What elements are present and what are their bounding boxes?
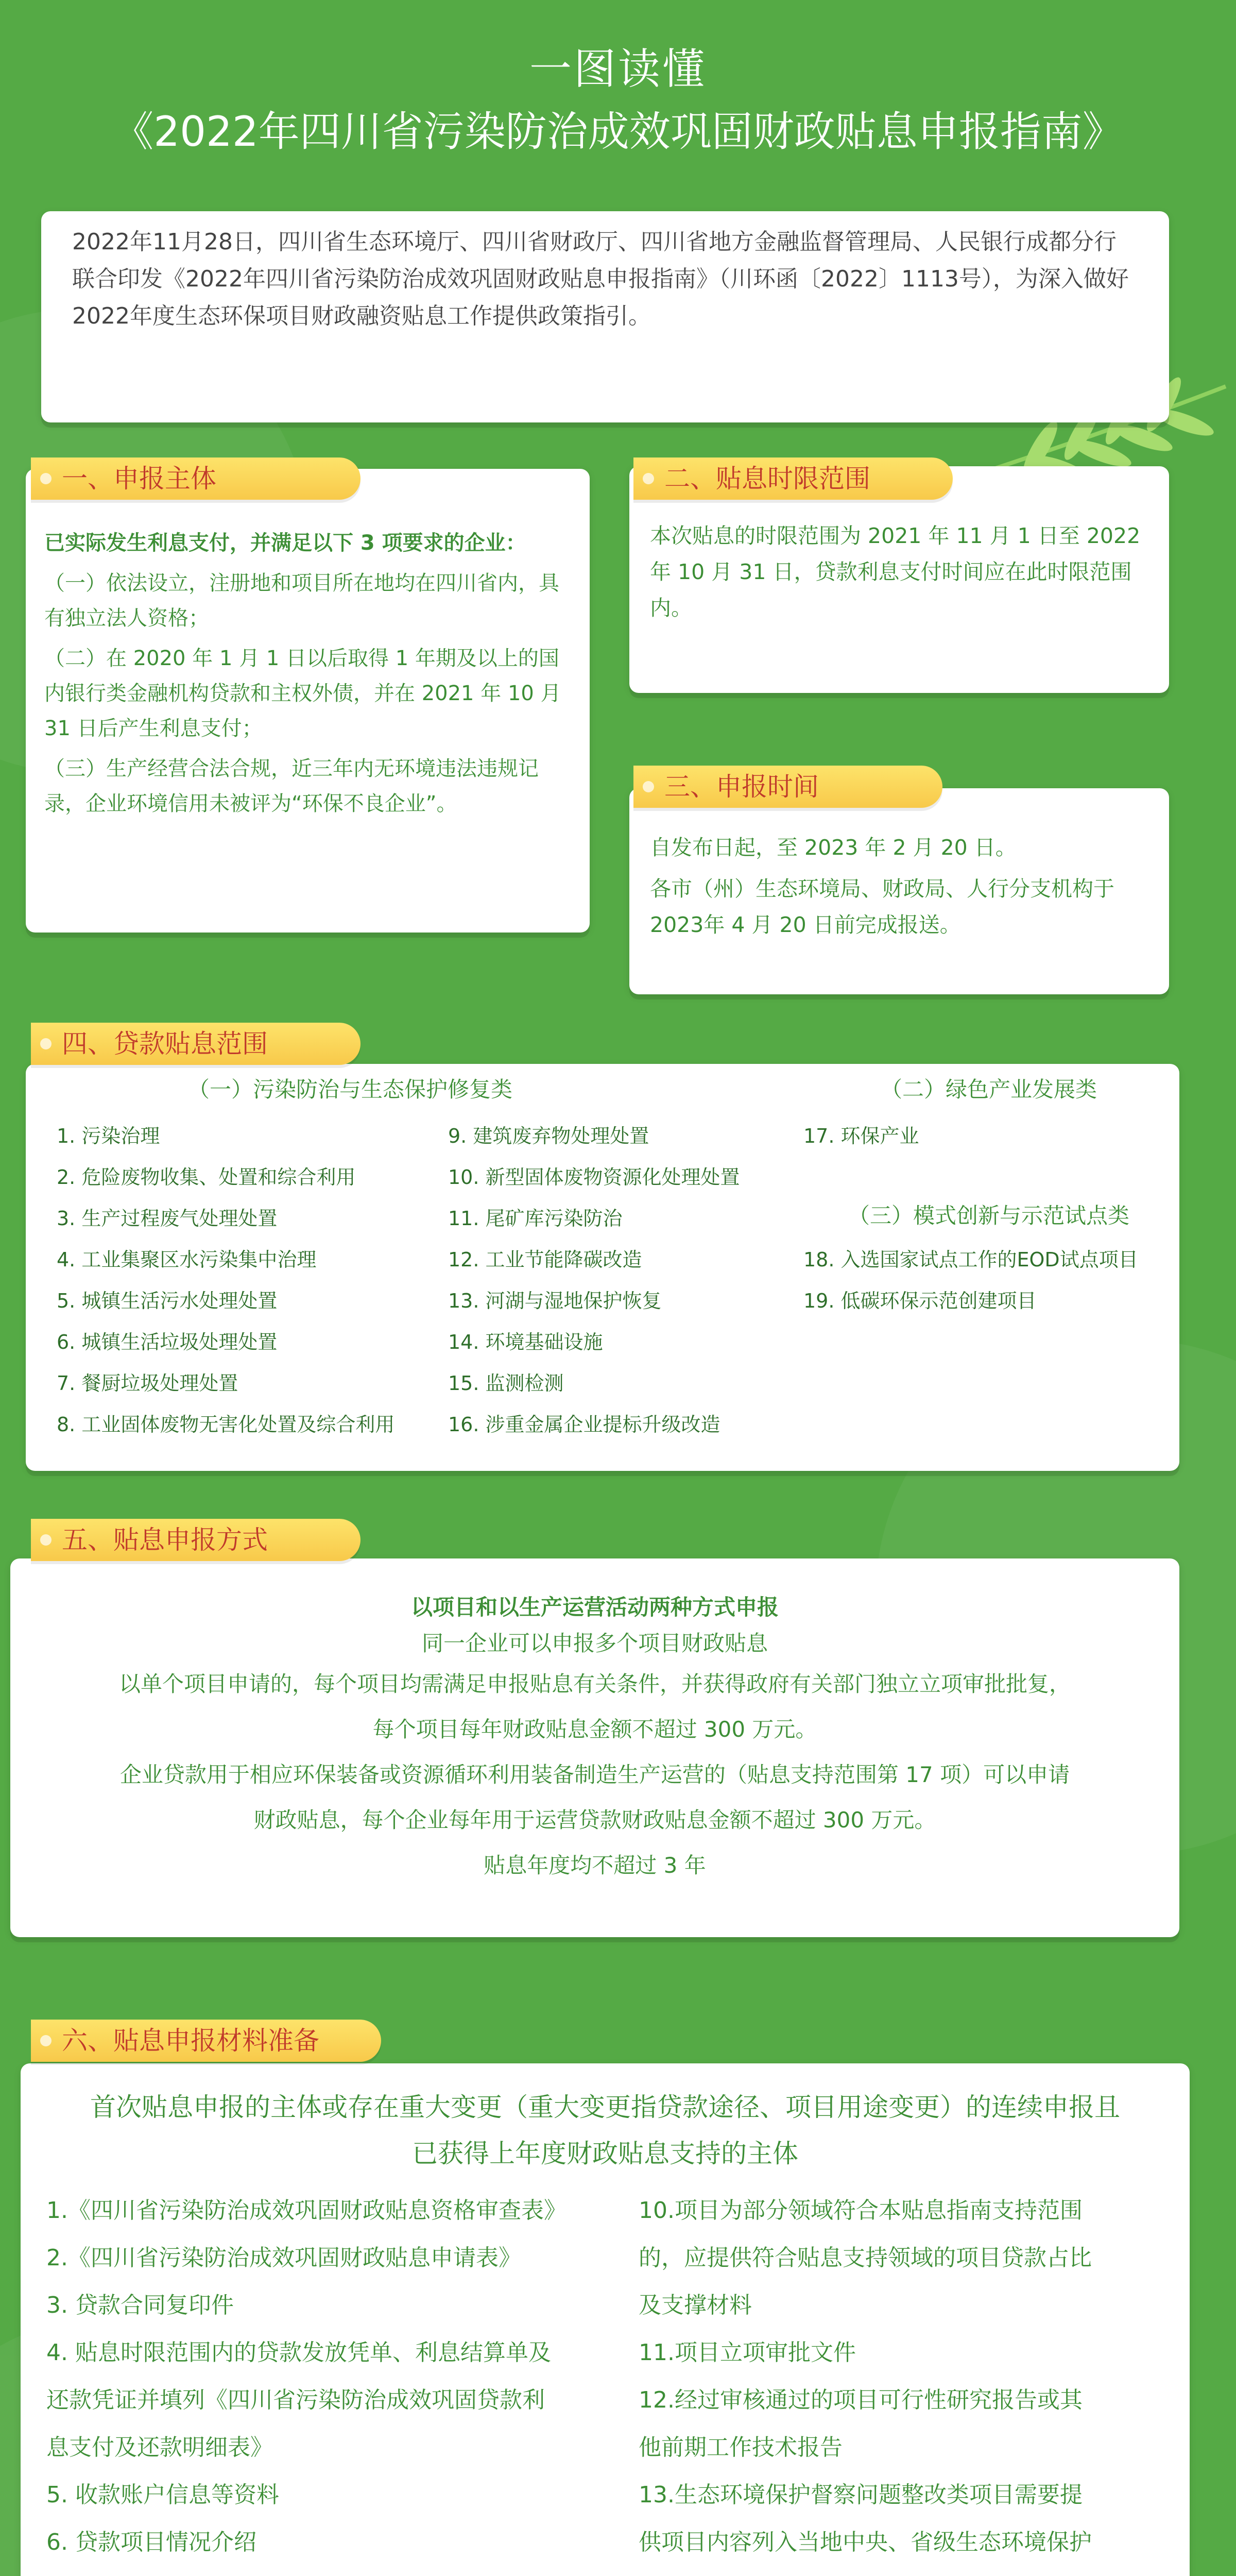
section5-line: 贴息年度均不超过 3 年 <box>484 1853 706 1878</box>
section2-text: 本次贴息的时限范围为 2021 年 11 月 1 日至 2022 年 10 月 31 日，贷款利息支付时间应在此时限范围内。 <box>650 523 1141 620</box>
material-item: 6. 贷款项目情况介绍 <box>46 2529 256 2555</box>
material-item: 1.《四川省污染防治成效巩固财政贴息资格审查表》 <box>46 2197 566 2224</box>
material-item: 13.生态环境保护督察问题整改类项目需要提 <box>639 2482 1083 2508</box>
section1-header: 一、申报主体 <box>31 457 360 500</box>
section3-card <box>629 788 1169 994</box>
section6-group1-title: 已获得上年度财政贴息支持的主体 <box>412 2139 798 2168</box>
section6-header: 六、贴息申报材料准备 <box>31 2020 381 2062</box>
section4-card <box>26 1064 1179 1471</box>
loan-scope-item: 12. 工业节能降碳改造 <box>448 1248 642 1271</box>
intro-text: 2022年11月28日，四川省生态环境厅、四川省财政厅、四川省地方金融监督管理局、人民银行成都分行联合印发《2022年四川省污染防治成效巩固财政贴息申报指南》（川环函〔2022〕1113号），为深入做好2022年度生态环保项目财政融资贴息工作提供政策指引。 <box>72 229 1129 329</box>
loan-scope-item: 3. 生产过程废气处理处置 <box>57 1207 278 1230</box>
loan-scope-item: 7. 餐厨垃圾处理处置 <box>57 1372 238 1395</box>
loan-scope-item: 17. 环保产业 <box>803 1125 919 1147</box>
section4-col4-title: （三）模式创新与示范试点类 <box>848 1203 1129 1228</box>
material-item <box>46 2566 633 2576</box>
loan-scope-item: 15. 监测检测 <box>448 1372 564 1395</box>
material-item: 及支撑材料 <box>639 2292 752 2318</box>
material-item: 4. 贴息时限范围内的贷款发放凭单、利息结算单及 <box>46 2340 551 2366</box>
section5-line: 财政贴息，每个企业每年用于运营贷款财政贴息金额不超过 300 万元。 <box>253 1807 936 1833</box>
material-item: 11.项目立项审批文件 <box>639 2340 856 2366</box>
section4-col2 <box>448 1115 740 1445</box>
loan-scope-item: 13. 河湖与湿地保护恢复 <box>448 1290 662 1312</box>
material-item: 3. 贷款合同复印件 <box>46 2292 234 2318</box>
intro-card <box>41 211 1169 422</box>
section5-line: 每个项目每年财政贴息金额不超过 300 万元。 <box>372 1717 817 1742</box>
section6-group1-title: 首次贴息申报的主体或存在重大变更（重大变更指贷款途径、项目用途变更）的连续申报且 <box>90 2092 1120 2122</box>
page-title <box>0 41 1236 163</box>
loan-scope-item: 11. 尾矿库污染防治 <box>448 1207 623 1230</box>
section2-card <box>629 466 1169 693</box>
section1-item: （二）在 2020 年 1 月 1 日以后取得 1 年期及以上的国内银行类金融机构贷款和主权外债，并在 2021 年 10 月 31 日后产生利息支付； <box>44 647 561 740</box>
section4-col1-title: （一）污染防治与生态保护修复类 <box>187 1077 512 1102</box>
section5-line: 以单个项目申请的，每个项目均需满足申报贴息有关条件，并获得政府有关部门独立立项审批批复， <box>118 1671 1071 1697</box>
section1-item: （一）依法设立，注册地和项目所在地均在四川省内，具有独立法人资格； <box>44 571 559 630</box>
title-line2: 《2022年四川省污染防治成效巩固财政贴息申报指南》 <box>112 108 1124 156</box>
section1-card <box>26 469 590 933</box>
material-item: 供项目内容列入当地中央、省级生态环境保护 <box>639 2529 1092 2555</box>
loan-scope-item: 9. 建筑废弃物处理处置 <box>448 1125 649 1147</box>
material-item: 2.《四川省污染防治成效巩固财政贴息申请表》 <box>46 2245 521 2271</box>
section6-group1-left <box>46 2187 633 2576</box>
section6-card <box>21 2063 1190 2576</box>
material-item: 12.经过审核通过的项目可行性研究报告或其 <box>639 2387 1083 2413</box>
material-item: 的，应提供符合贴息支持领域的项目贷款占比 <box>639 2245 1092 2271</box>
material-item: 还款凭证并填列《四川省污染防治成效巩固贷款利 <box>46 2387 545 2413</box>
section3-line1: 自发布日起，至 2023 年 2 月 20 日。 <box>650 835 1017 860</box>
loan-scope-item: 19. 低碳环保示范创建项目 <box>803 1290 1037 1312</box>
loan-scope-item: 2. 危险废物收集、处置和综合利用 <box>57 1166 356 1189</box>
section4-col4 <box>803 1239 1138 1321</box>
loan-scope-item: 8. 工业固体废物无害化处置及综合利用 <box>57 1413 395 1436</box>
title-line1: 一图读懂 <box>529 45 707 94</box>
section4-header: 四、贷款贴息范围 <box>31 1023 360 1065</box>
loan-scope-item: 18. 入选国家试点工作的EOD试点项目 <box>803 1248 1138 1271</box>
section1-item: （三）生产经营合法合规，近三年内无环境违法违规记录，企业环境信用未被评为“环保不良企业”。 <box>44 757 539 816</box>
section4-col1 <box>57 1115 394 1445</box>
section5-line: 同一企业可以申报多个项目财政贴息 <box>421 1631 768 1656</box>
section5-card <box>10 1558 1179 1937</box>
section3-line2: 各市（州）生态环境局、财政局、人行分支机构于 2023年 4 月 20 日前完成报送。 <box>650 876 1114 937</box>
loan-scope-item: 16. 涉重金属企业提标升级改造 <box>448 1413 720 1436</box>
section1-lead: 已实际发生利息支付，并满足以下 3 项要求的企业： <box>44 531 526 555</box>
section5-line: 企业贷款用于相应环保装备或资源循环利用装备制造生产运营的（贴息支持范围第 17 项）可以申请 <box>119 1762 1070 1787</box>
section4-col3-title: （二）绿色产业发展类 <box>880 1077 1097 1102</box>
loan-scope-item: 14. 环境基础设施 <box>448 1331 603 1353</box>
loan-scope-item: 1. 污染治理 <box>57 1125 160 1147</box>
material-item: 10.项目为部分领域符合本贴息指南支持范围 <box>639 2197 1083 2224</box>
loan-scope-item: 10. 新型固体废物资源化处理处置 <box>448 1166 740 1189</box>
material-item <box>639 2566 1174 2576</box>
section6-group1-right <box>639 2187 1174 2576</box>
section2-header: 二、贴息时限范围 <box>633 457 953 500</box>
loan-scope-item: 4. 工业集聚区水污染集中治理 <box>57 1248 317 1271</box>
section5-line: 以项目和以生产运营活动两种方式申报 <box>410 1595 779 1620</box>
loan-scope-item: 6. 城镇生活垃圾处理处置 <box>57 1331 278 1353</box>
section4-col3 <box>803 1115 919 1157</box>
material-item: 他前期工作技术报告 <box>639 2434 843 2461</box>
material-item: 5. 收款账户信息等资料 <box>46 2482 279 2508</box>
section5-header: 五、贴息申报方式 <box>31 1519 360 1561</box>
loan-scope-item: 5. 城镇生活污水处理处置 <box>57 1290 278 1312</box>
material-item: 息支付及还款明细表》 <box>46 2434 273 2461</box>
section3-header: 三、申报时间 <box>633 766 942 808</box>
